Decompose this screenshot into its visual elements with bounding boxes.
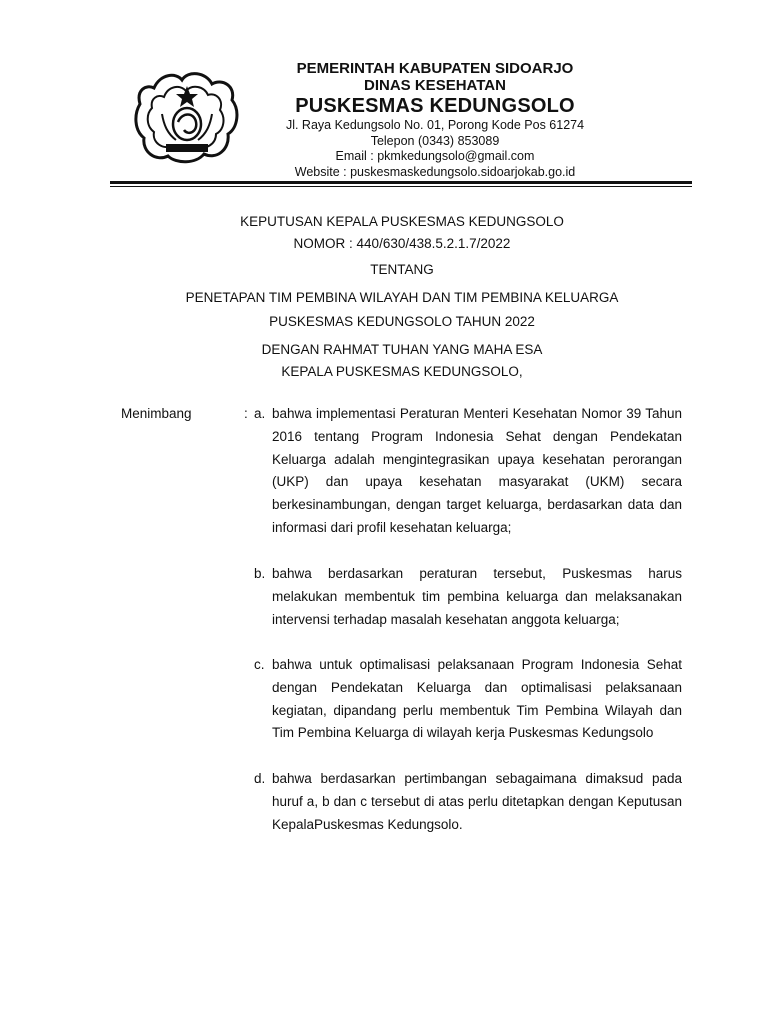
official-line: KEPALA PUSKESMAS KEDUNGSOLO, — [281, 364, 523, 379]
consideration-item-d — [254, 768, 682, 836]
sidoarjo-regency-emblem-icon — [132, 64, 242, 168]
consideration-item-b — [254, 563, 682, 631]
section-label-menimbang: Menimbang — [121, 406, 192, 421]
phone: Telepon (0343) 853089 — [370, 133, 500, 148]
email: Email : pkmkedungsolo@gmail.com — [335, 149, 535, 163]
address: Jl. Raya Kedungsolo No. 01, Porong Kode Pos 61274 — [285, 118, 585, 132]
agency-name: DINAS KESEHATAN — [364, 77, 506, 94]
letterhead — [240, 60, 630, 180]
consideration-item-a — [254, 403, 682, 540]
letterhead-divider-thick — [110, 181, 692, 184]
item-text: bahwa implementasi Peraturan Menteri Kesehatan Nomor 39 Tahun 2016 tentang Program Indonesia Sehat dengan Pendekatan Keluarga adalah mengintegrasikan upaya kesehatan perorangan (UKP) dan upaya kesehatan masyarakat (UKM) secara berkesinambungan, dengan target keluarga, berdasarkan data dan informasi dari profil kesehatan keluarga; — [272, 406, 682, 535]
item-text: bahwa untuk optimalisasi pelaksanaan Program Indonesia Sehat dengan Pendekatan Keluarga dan optimalisasi pelaksanaan kegiatan, dipandang perlu membentuk Tim Pembina Wilayah dan Tim Pembina Keluarga di wilayah kerja Puskesmas Kedungsolo — [272, 657, 682, 741]
blessing-line: DENGAN RAHMAT TUHAN YANG MAHA ESA — [261, 342, 543, 357]
decree-number: NOMOR : 440/630/438.5.2.1.7/2022 — [293, 236, 511, 251]
section-colon: : — [244, 406, 248, 421]
website: Website : puskesmaskedungsolo.sidoarjokab.go.id — [294, 164, 576, 179]
consideration-item-c — [254, 654, 682, 745]
decree-title: KEPUTUSAN KEPALA PUSKESMAS KEDUNGSOLO — [240, 214, 564, 229]
item-text: bahwa berdasarkan pertimbangan sebagaimana dimaksud pada huruf a, b dan c tersebut di atas perlu ditetapkan dengan Keputusan KepalaPuskesmas Kedungsolo. — [272, 771, 682, 832]
institution-name: PUSKESMAS KEDUNGSOLO — [295, 95, 575, 117]
item-marker: d. — [254, 771, 266, 786]
letterhead-divider-thin — [110, 186, 692, 187]
item-text: bahwa berdasarkan peraturan tersebut, Puskesmas harus melakukan membentuk tim pembina keluarga dan melaksanakan intervensi terhadap masalah kesehatan anggota keluarga; — [272, 566, 682, 627]
item-marker: b. — [254, 566, 266, 581]
government-name: PEMERINTAH KABUPATEN SIDOARJO — [296, 60, 574, 77]
item-marker: a. — [254, 406, 266, 421]
subject-line-2: PUSKESMAS KEDUNGSOLO TAHUN 2022 — [269, 314, 535, 329]
subject-line-1: PENETAPAN TIM PEMBINA WILAYAH DAN TIM PEMBINA KELUARGA — [185, 290, 619, 305]
item-marker: c. — [254, 657, 265, 672]
about-heading: TENTANG — [370, 262, 434, 277]
